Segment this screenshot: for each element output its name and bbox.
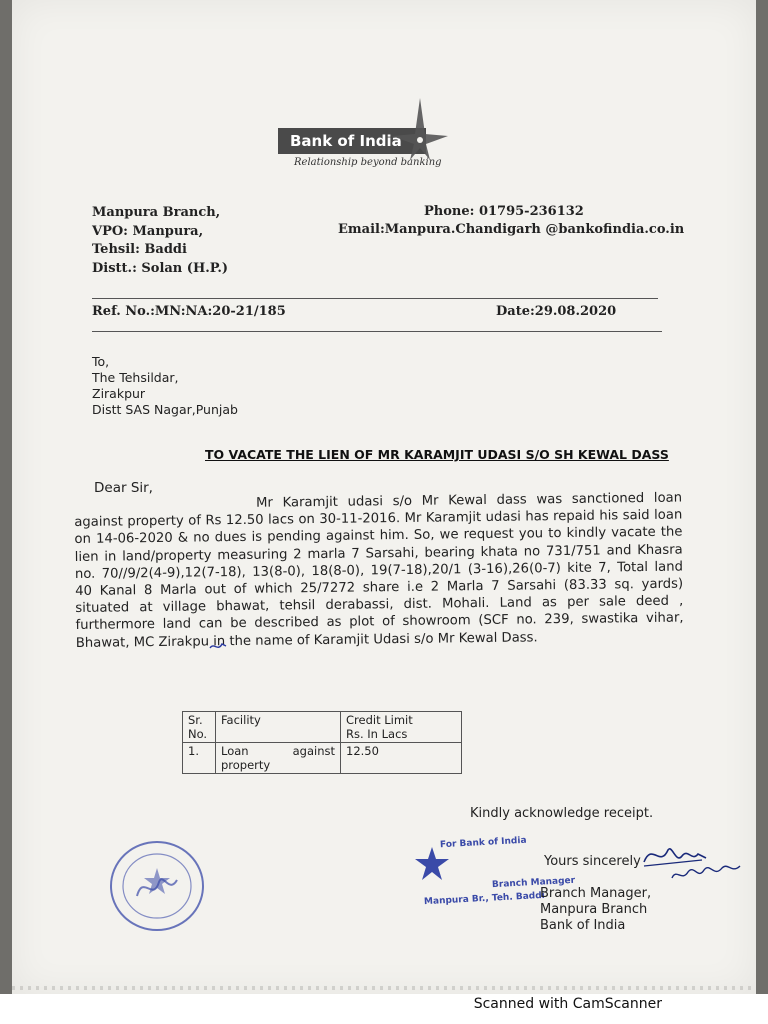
- round-seal: [107, 838, 207, 934]
- addressee-line: To,: [92, 354, 110, 369]
- stamp-for-line: For Bank of India: [439, 835, 527, 851]
- bottom-divider: [92, 331, 662, 332]
- table-header-row: [183, 712, 462, 743]
- header-sr-no: [183, 712, 216, 743]
- stamp-role-line: Branch Manager: [491, 875, 576, 891]
- address-line: VPO: Manpura,: [92, 223, 204, 239]
- signatory-title: Branch Manager,: [540, 886, 652, 901]
- letter-body: Mr Karamjit udasi s/o Mr Kewal dass was sanctioned loan against property of Rs 12.50 lacs on 30-11-2016. Mr Karamjit udasi has repaid his said loan on 14-06-2020 & no dues is pending against him. So, we request you to kindly vacate the lien in land/property measuring 2 marla 7 Sarsahi, bearing khata no 731/751 and Khasra no. 70//9/2(4-9),12(7-18), 13(8-0), 18(8-0), 19(7-18),20/1 (3-16),26(0-7) kite 7, Total land 40 Kanal 8 Marla out of which 25/7272 share i.e 2 Marla 7 Sarsahi (83.33 sq. yards) situated at village bhawat, tehsil derabassi, dist. Mohali. Land as per sale deed , furthermore land can be described as plot of showroom (SCF no. 239, swastika vihar, Bhawat, MC Zirakpu in the name of Karamjit Udasi s/o Mr Kewal Dass.: [74, 490, 684, 651]
- scanner-footer: [0, 994, 768, 1024]
- signatory-branch: Manpura Branch: [540, 902, 648, 917]
- cell-limit: 12.50: [341, 743, 462, 774]
- header-text: Facility: [221, 713, 261, 727]
- branch-phone: Phone: 01795-236132: [424, 204, 584, 219]
- facility-word: against: [292, 744, 335, 758]
- addressee-line: Distt SAS Nagar,Punjab: [92, 402, 238, 417]
- stamp-branch-line: Manpura Br., Teh. Baddi: [423, 890, 546, 908]
- facility-word: property: [221, 758, 271, 772]
- top-divider: [92, 298, 658, 299]
- signatory-bank: Bank of India: [540, 918, 626, 933]
- header-credit-limit: [341, 712, 462, 743]
- letter-date: Date:29.08.2020: [496, 304, 617, 319]
- cell-facility: [216, 743, 341, 774]
- paper-edge: [12, 986, 756, 990]
- addressee-line: Zirakpur: [92, 386, 146, 401]
- letter-subject: TO VACATE THE LIEN OF MR KARAMJIT UDASI S/O SH KEWAL DASS: [205, 447, 669, 462]
- bank-tagline: Relationship beyond banking: [294, 157, 442, 168]
- facility-table: [182, 711, 462, 774]
- header-text: No.: [188, 727, 208, 741]
- branch-email: Email:Manpura.Chandigarh @bankofindia.co.in: [338, 222, 685, 237]
- salutation: Dear Sir,: [94, 480, 153, 496]
- pen-mark: [208, 640, 228, 654]
- cell-sr: 1.: [183, 743, 216, 774]
- header-facility: [216, 712, 341, 743]
- header-text: Credit Limit: [346, 713, 413, 727]
- header-text: Rs. In Lacs: [346, 727, 408, 741]
- handwritten-signature: [642, 838, 752, 886]
- addressee-line: The Tehsildar,: [92, 370, 179, 385]
- acknowledge-line: Kindly acknowledge receipt.: [470, 806, 654, 821]
- letter-page: [12, 0, 756, 994]
- facility-word: Loan: [221, 744, 249, 758]
- signatory-block: [540, 886, 651, 934]
- address-line: Manpura Branch,: [92, 205, 221, 220]
- bank-name: Bank of India: [290, 132, 402, 150]
- reference-number: Ref. No.:MN:NA:20-21/185: [92, 304, 286, 319]
- stamp-star-icon: [414, 846, 450, 882]
- branch-address: [92, 204, 228, 278]
- header-text: Sr.: [188, 713, 203, 727]
- scanner-watermark: Scanned with CamScanner: [473, 996, 662, 1012]
- bank-star-icon: [390, 96, 450, 162]
- table-row: [183, 743, 462, 774]
- address-line: Tehsil: Baddi: [92, 242, 187, 257]
- address-line: Distt.: Solan (H.P.): [92, 260, 229, 276]
- yours-sincerely: Yours sincerely: [544, 854, 641, 869]
- addressee: [92, 354, 238, 418]
